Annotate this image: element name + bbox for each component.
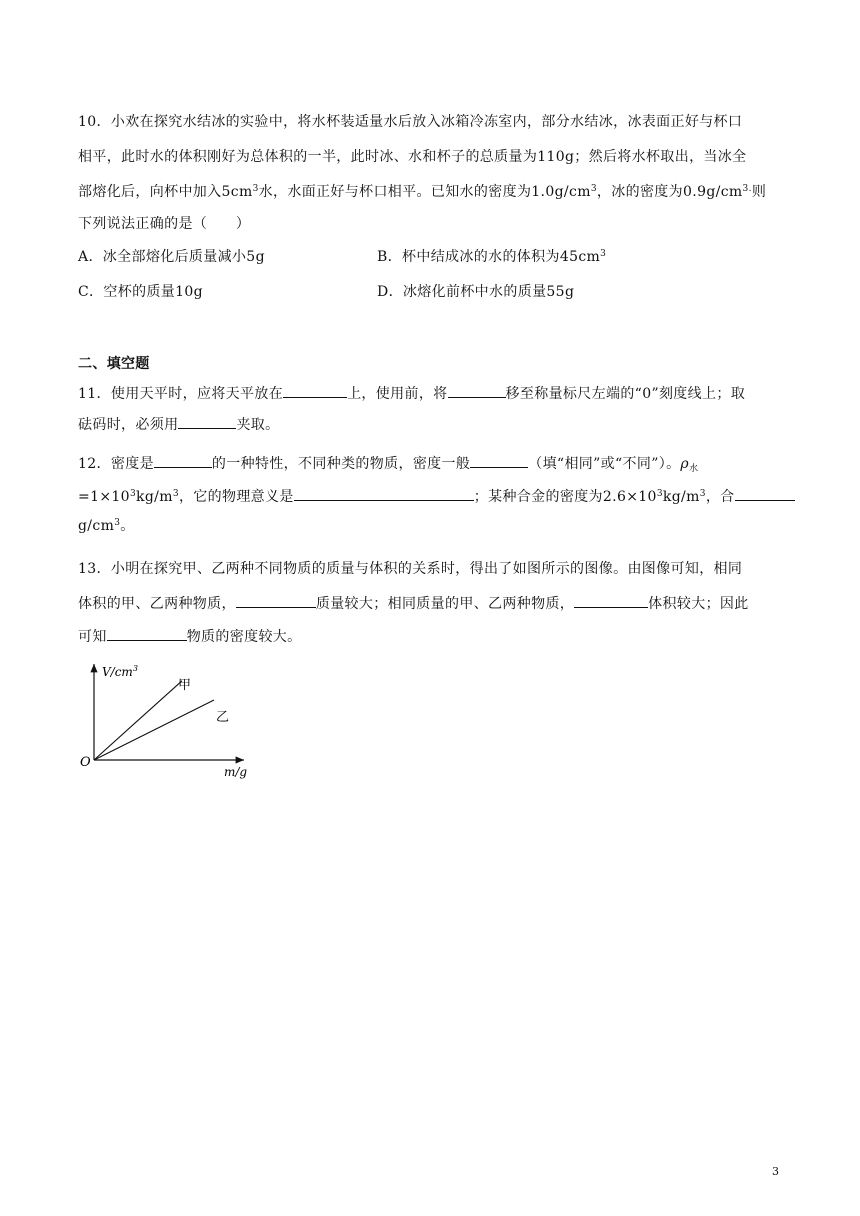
x-axis-label: m/g (224, 765, 248, 779)
q12-line-1: 12．密度是 的一种特性，不同种类的物质，密度一般 （填“相同”或“不同”）。$\rho_水$ (78, 452, 783, 474)
blank (735, 485, 795, 501)
blank (236, 592, 316, 608)
page-number: 3 (772, 1165, 779, 1178)
blank (470, 452, 528, 468)
q11-line-2: 砝码时，必须用 夹取。 (78, 413, 783, 435)
q10-line-3: 部熔化后，向杯中加入$5cm^3$水，水面正好与杯口相平。已知水的密度为$1.0g/cm^3$，冰的密度为$0.9g/cm^{3.}$则 (78, 184, 767, 200)
mass-volume-graph (76, 658, 266, 782)
blank (294, 485, 474, 501)
series-yi-label: 乙 (216, 710, 230, 725)
blank (283, 382, 347, 398)
q12-line-2: $=1\times 10^3kg/m^3$，它的物理意义是 ；某种合金的密度为$2.6\times 10^3kg/m^3$，合 (78, 485, 783, 507)
blank (178, 413, 236, 429)
q10-option-a: A．冰全部熔化后质量减小5g (78, 249, 265, 265)
q13-line-2: 体积的甲、乙两种物质， 质量较大；相同质量的甲、乙两种物质， 体积较大；因此 (78, 592, 783, 614)
q10-line-4: 下列说法正确的是（ ） (78, 216, 251, 232)
q12-line-3: $g/cm^3$。 (78, 518, 135, 534)
q10-option-c: C．空杯的质量10g (78, 284, 203, 300)
q13-line-3: 可知 物质的密度较大。 (78, 625, 783, 647)
origin-label: O (80, 755, 91, 770)
q10-option-b: B．杯中结成冰的水的体积为$45cm^3$ (377, 249, 607, 265)
blank (107, 625, 187, 641)
section-title: 二、填空题 (78, 356, 150, 372)
q10-line-2: 相平，此时水的体积刚好为总体积的一半，此时冰、水和杯子的总质量为110g；然后将水杯取出，当冰全 (78, 149, 747, 165)
blank (154, 452, 212, 468)
blank (574, 592, 648, 608)
q13-line-1: 13．小明在探究甲、乙两种不同物质的质量与体积的关系时，得出了如图所示的图像。由图像可知，相同 (78, 561, 743, 577)
q11-line-1: 11．使用天平时，应将天平放在 上，使用前，将 移至称量标尺左端的“0”刻度线上；取 (78, 382, 783, 404)
series-yi-line (94, 700, 214, 760)
series-jia-label: 甲 (178, 678, 192, 693)
q10-option-d: D．冰熔化前杯中水的质量55g (377, 284, 575, 300)
blank (448, 382, 506, 398)
y-axis-label: $V/cm^3$ (102, 664, 138, 679)
q10-line-1: 10．小欢在探究水结冰的实验中，将水杯装适量水后放入冰箱冷冻室内，部分水结冰，冰表面正好与杯口 (78, 114, 743, 130)
series-jia-line (94, 681, 182, 760)
